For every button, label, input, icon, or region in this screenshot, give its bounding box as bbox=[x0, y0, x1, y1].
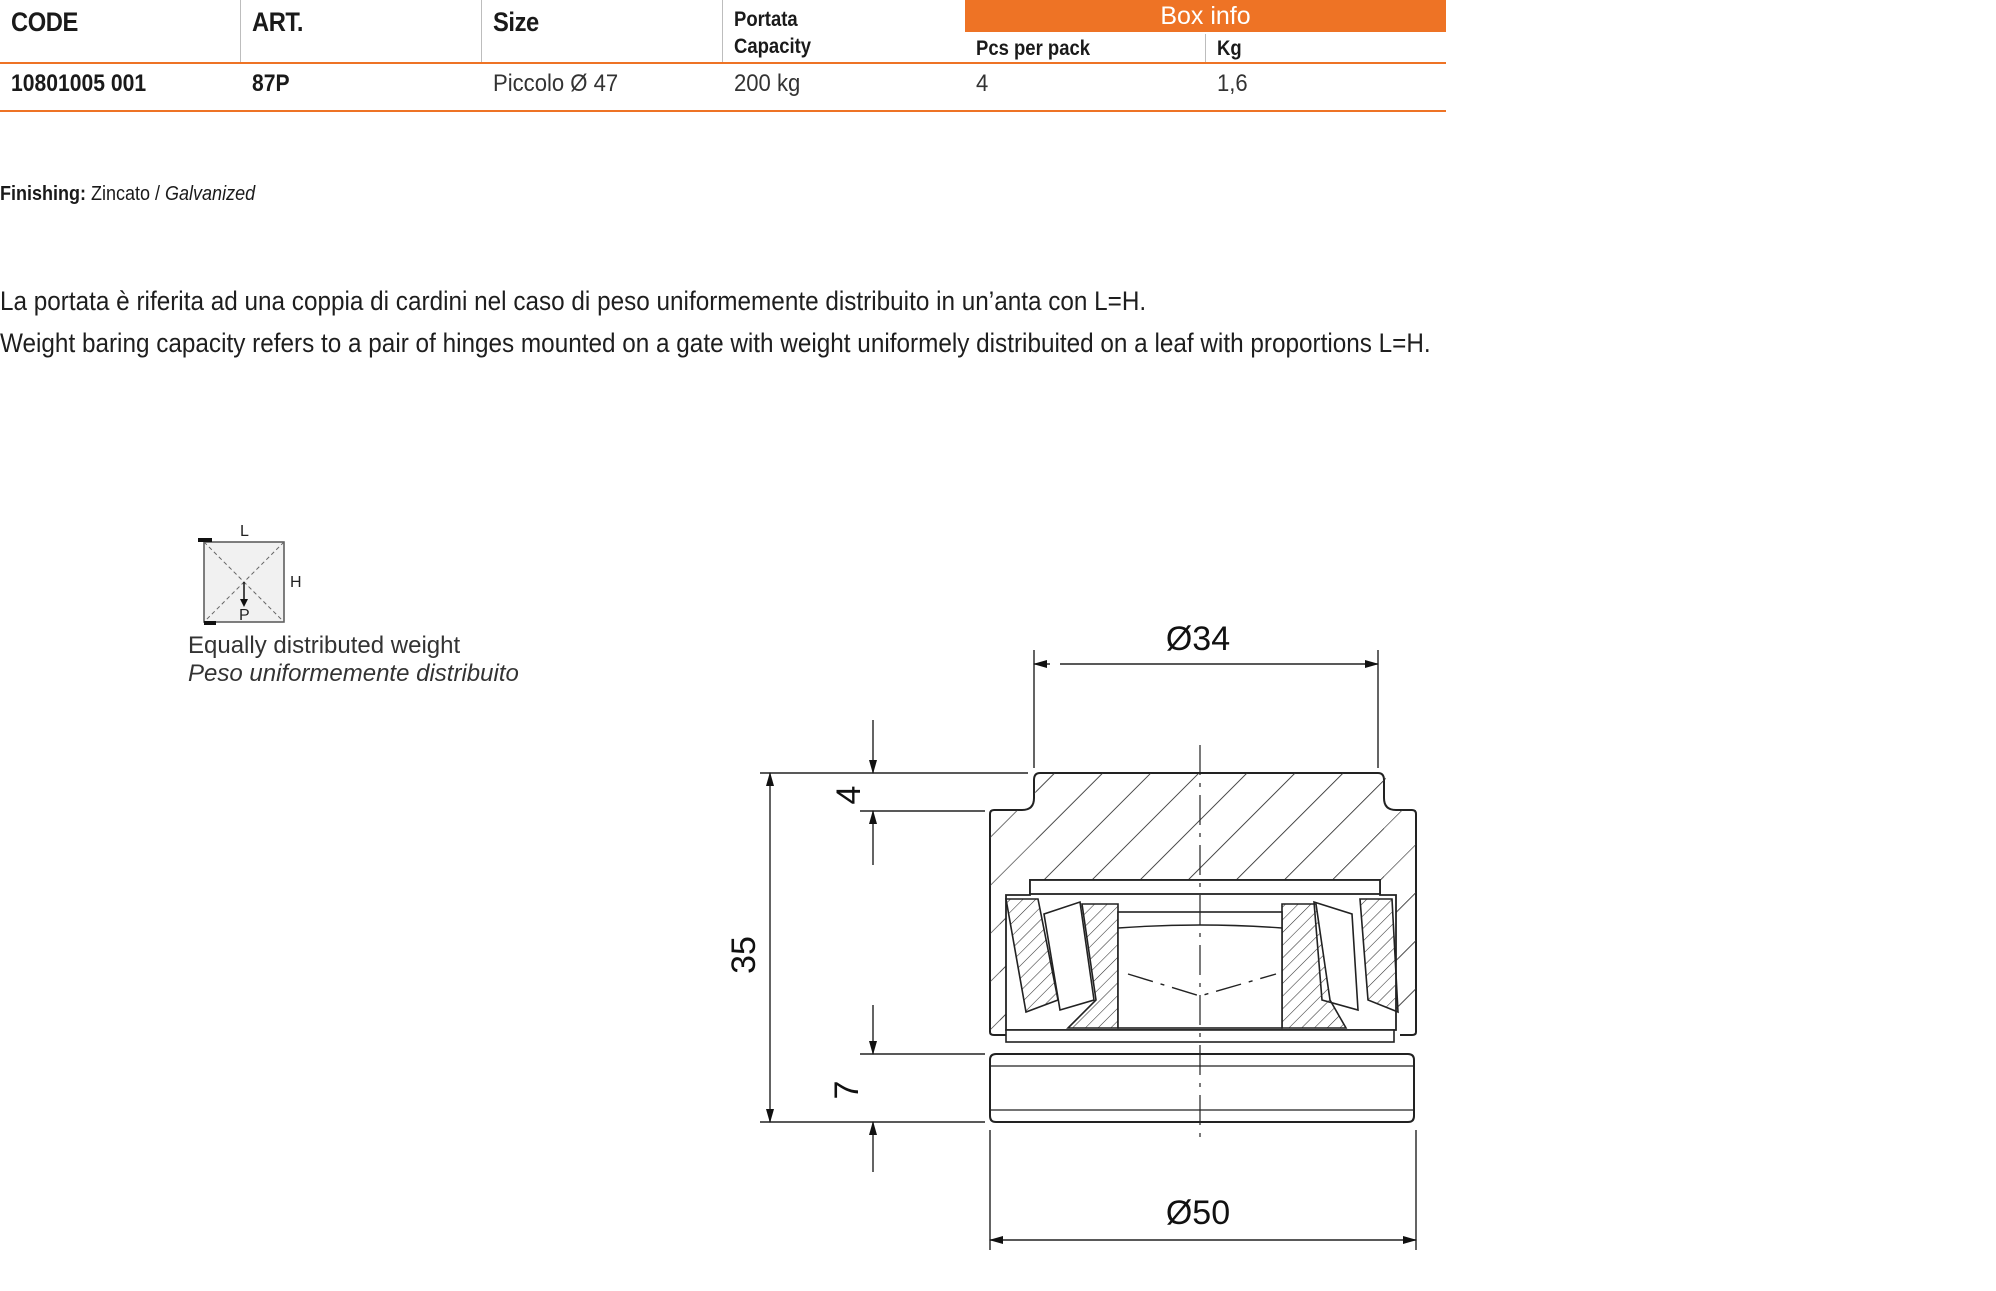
header-kg bbox=[1206, 34, 1446, 62]
dimension-top-diameter bbox=[1034, 620, 1378, 768]
dim-bottom-step-text: 7 bbox=[828, 1080, 866, 1100]
cell-size: Piccolo Ø 47 bbox=[493, 70, 619, 97]
dimension-bottom-diameter bbox=[990, 1130, 1416, 1250]
legend-caption-en: Equally distributed weight bbox=[188, 632, 461, 659]
cell-art: 87P bbox=[252, 70, 290, 97]
load-distribution-icon bbox=[190, 520, 310, 630]
finishing-value-en: Galvanized bbox=[165, 183, 256, 205]
header-box-info: Box info bbox=[965, 0, 1446, 32]
legend-label-h: H bbox=[290, 574, 302, 591]
cell-code: 10801005 001 bbox=[11, 70, 147, 97]
header-pcs-per-pack-label: Pcs per pack bbox=[976, 37, 1091, 60]
header-portata-label: Portata bbox=[734, 8, 798, 31]
finishing-value-it: Zincato bbox=[90, 183, 151, 205]
dim-height-text: 35 bbox=[725, 936, 763, 974]
header-code bbox=[0, 0, 241, 62]
finishing-label: Finishing: bbox=[0, 183, 86, 205]
dim-top-diameter-text: Ø34 bbox=[1165, 620, 1231, 658]
header-art bbox=[241, 0, 482, 62]
note-english: Weight baring capacity refers to a pair of hinges mounted on a gate with weight uniformely distribuited on a leaf with proportions L=H. bbox=[0, 328, 1431, 358]
dimension-top-step bbox=[830, 720, 985, 865]
header-pcs-per-pack bbox=[965, 34, 1206, 62]
product-table bbox=[0, 0, 1446, 112]
header-code-label: CODE bbox=[11, 7, 78, 37]
note-italian: La portata è riferita ad una coppia di cardini nel caso di peso uniformemente distribuito in un’anta con L=H. bbox=[0, 286, 1147, 316]
header-size bbox=[482, 0, 723, 62]
legend-caption-it: Peso uniformemente distribuito bbox=[188, 660, 519, 687]
dim-bottom-diameter-text: Ø50 bbox=[1165, 1194, 1231, 1232]
dim-top-step-text: 4 bbox=[830, 785, 868, 805]
legend-label-l: L bbox=[240, 523, 249, 540]
roller-housing bbox=[990, 745, 1416, 1145]
table-bottom-border bbox=[0, 110, 1446, 112]
header-size-label: Size bbox=[493, 7, 539, 37]
technical-drawing bbox=[700, 590, 1460, 1250]
header-divider bbox=[0, 62, 1446, 64]
cell-kg: 1,6 bbox=[1217, 70, 1248, 97]
header-capacity bbox=[723, 0, 965, 62]
dimension-bottom-step bbox=[828, 1005, 985, 1172]
header-capacity-label: Capacity bbox=[734, 35, 812, 58]
dimension-height bbox=[725, 773, 1028, 1122]
finishing-line bbox=[0, 184, 255, 204]
cell-capacity: 200 kg bbox=[734, 70, 801, 97]
legend-label-p: P bbox=[239, 607, 250, 624]
header-kg-label: Kg bbox=[1217, 37, 1242, 60]
header-art-label: ART. bbox=[252, 7, 304, 37]
finishing-separator: / bbox=[150, 183, 166, 205]
cell-pcs-per-pack: 4 bbox=[976, 70, 989, 97]
